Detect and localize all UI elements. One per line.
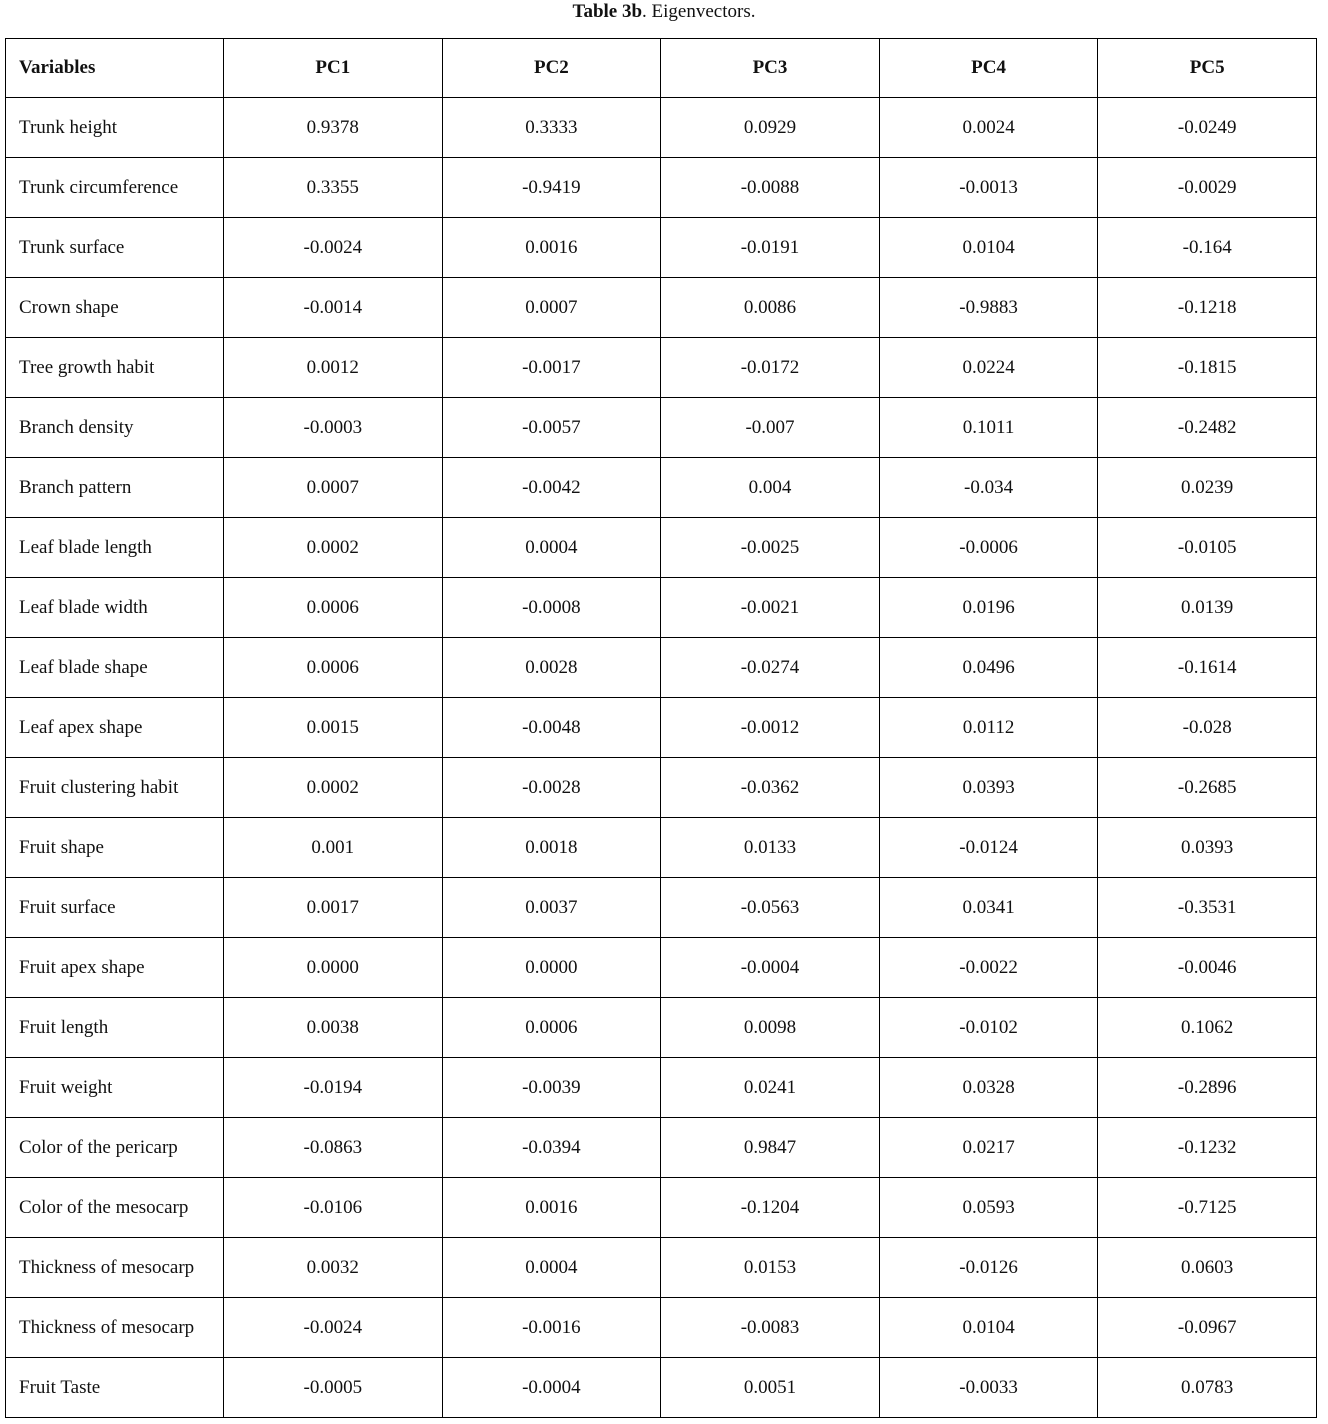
header-pc3: PC3 [661, 39, 880, 98]
table-row [6, 398, 1317, 458]
pc3-cell: -0.0172 [661, 338, 880, 398]
pc1-cell: 0.0006 [224, 578, 443, 638]
table-row [6, 158, 1317, 218]
pc1-cell: 0.0002 [224, 758, 443, 818]
variable-cell: Crown shape [6, 278, 224, 338]
pc4-cell: 0.0496 [879, 638, 1098, 698]
pc5-cell: 0.1062 [1098, 998, 1317, 1058]
pc1-cell: -0.0024 [224, 218, 443, 278]
pc5-cell: 0.0239 [1098, 458, 1317, 518]
table-row [6, 1118, 1317, 1178]
table-row [6, 818, 1317, 878]
pc3-cell: -0.0004 [661, 938, 880, 998]
pc5-cell: -0.0046 [1098, 938, 1317, 998]
header-pc2: PC2 [442, 39, 661, 98]
table-row [6, 278, 1317, 338]
pc5-cell: -0.0105 [1098, 518, 1317, 578]
pc1-cell: 0.3355 [224, 158, 443, 218]
variable-cell: Trunk height [6, 98, 224, 158]
pc3-cell: -0.0362 [661, 758, 880, 818]
header-variables: Variables [6, 39, 224, 98]
variable-cell: Trunk circumference [6, 158, 224, 218]
pc5-cell: -0.2896 [1098, 1058, 1317, 1118]
variable-cell: Leaf blade width [6, 578, 224, 638]
pc3-cell: 0.0098 [661, 998, 880, 1058]
pc2-cell: -0.0016 [442, 1298, 661, 1358]
pc5-cell: -0.7125 [1098, 1178, 1317, 1238]
pc2-cell: 0.0028 [442, 638, 661, 698]
pc5-cell: -0.1218 [1098, 278, 1317, 338]
pc1-cell: -0.0106 [224, 1178, 443, 1238]
pc2-cell: -0.0048 [442, 698, 661, 758]
table-row [6, 698, 1317, 758]
pc2-cell: 0.3333 [442, 98, 661, 158]
pc3-cell: 0.0086 [661, 278, 880, 338]
table-row [6, 878, 1317, 938]
pc4-cell: 0.0112 [879, 698, 1098, 758]
variable-cell: Branch pattern [6, 458, 224, 518]
pc3-cell: -0.0083 [661, 1298, 880, 1358]
pc2-cell: 0.0007 [442, 278, 661, 338]
variable-cell: Fruit shape [6, 818, 224, 878]
pc1-cell: -0.0863 [224, 1118, 443, 1178]
table-row [6, 638, 1317, 698]
pc4-cell: 0.0393 [879, 758, 1098, 818]
pc4-cell: 0.0104 [879, 218, 1098, 278]
pc2-cell: -0.0017 [442, 338, 661, 398]
variable-cell: Fruit length [6, 998, 224, 1058]
table-row [6, 1058, 1317, 1118]
pc5-cell: -0.1614 [1098, 638, 1317, 698]
table-row [6, 938, 1317, 998]
pc4-cell: 0.1011 [879, 398, 1098, 458]
variable-cell: Trunk surface [6, 218, 224, 278]
pc3-cell: -0.0012 [661, 698, 880, 758]
pc2-cell: 0.0018 [442, 818, 661, 878]
pc2-cell: 0.0004 [442, 1238, 661, 1298]
pc4-cell: -0.0033 [879, 1358, 1098, 1418]
pc3-cell: 0.004 [661, 458, 880, 518]
pc3-cell: 0.9847 [661, 1118, 880, 1178]
eigenvectors-table [5, 38, 1317, 1418]
pc1-cell: 0.0007 [224, 458, 443, 518]
pc1-cell: 0.0012 [224, 338, 443, 398]
variable-cell: Fruit clustering habit [6, 758, 224, 818]
table-row [6, 1238, 1317, 1298]
pc2-cell: -0.0004 [442, 1358, 661, 1418]
table-row [6, 98, 1317, 158]
pc1-cell: 0.0000 [224, 938, 443, 998]
pc1-cell: 0.0017 [224, 878, 443, 938]
pc1-cell: 0.0032 [224, 1238, 443, 1298]
pc5-cell: -0.0967 [1098, 1298, 1317, 1358]
variable-cell: Leaf blade shape [6, 638, 224, 698]
pc2-cell: -0.0028 [442, 758, 661, 818]
table-row [6, 1178, 1317, 1238]
variable-cell: Tree growth habit [6, 338, 224, 398]
table-body [6, 98, 1317, 1418]
pc4-cell: -0.034 [879, 458, 1098, 518]
variable-cell: Color of the mesocarp [6, 1178, 224, 1238]
pc3-cell: -0.0274 [661, 638, 880, 698]
pc4-cell: 0.0196 [879, 578, 1098, 638]
pc4-cell: 0.0593 [879, 1178, 1098, 1238]
pc5-cell: 0.0393 [1098, 818, 1317, 878]
header-pc1: PC1 [224, 39, 443, 98]
pc1-cell: 0.0038 [224, 998, 443, 1058]
variable-cell: Color of the pericarp [6, 1118, 224, 1178]
pc4-cell: 0.0024 [879, 98, 1098, 158]
pc2-cell: 0.0006 [442, 998, 661, 1058]
pc4-cell: 0.0224 [879, 338, 1098, 398]
pc1-cell: -0.0194 [224, 1058, 443, 1118]
pc5-cell: -0.2482 [1098, 398, 1317, 458]
pc2-cell: -0.0039 [442, 1058, 661, 1118]
pc2-cell: 0.0016 [442, 218, 661, 278]
variable-cell: Leaf apex shape [6, 698, 224, 758]
table-row [6, 758, 1317, 818]
pc2-cell: 0.0004 [442, 518, 661, 578]
pc3-cell: 0.0929 [661, 98, 880, 158]
pc3-cell: -0.0563 [661, 878, 880, 938]
variable-cell: Thickness of mesocarp [6, 1298, 224, 1358]
table-row [6, 1358, 1317, 1418]
pc2-cell: -0.0008 [442, 578, 661, 638]
pc2-cell: 0.0000 [442, 938, 661, 998]
pc5-cell: -0.0029 [1098, 158, 1317, 218]
header-pc4: PC4 [879, 39, 1098, 98]
pc2-cell: -0.0394 [442, 1118, 661, 1178]
pc5-cell: -0.028 [1098, 698, 1317, 758]
variable-cell: Fruit surface [6, 878, 224, 938]
pc4-cell: -0.0006 [879, 518, 1098, 578]
pc5-cell: -0.164 [1098, 218, 1317, 278]
pc5-cell: 0.0139 [1098, 578, 1317, 638]
pc3-cell: -0.0191 [661, 218, 880, 278]
pc3-cell: 0.0153 [661, 1238, 880, 1298]
pc3-cell: -0.007 [661, 398, 880, 458]
pc2-cell: -0.9419 [442, 158, 661, 218]
pc3-cell: -0.0088 [661, 158, 880, 218]
pc1-cell: 0.0015 [224, 698, 443, 758]
pc5-cell: -0.3531 [1098, 878, 1317, 938]
pc4-cell: -0.9883 [879, 278, 1098, 338]
pc4-cell: -0.0102 [879, 998, 1098, 1058]
pc2-cell: -0.0042 [442, 458, 661, 518]
pc4-cell: 0.0341 [879, 878, 1098, 938]
pc5-cell: 0.0783 [1098, 1358, 1317, 1418]
variable-cell: Fruit weight [6, 1058, 224, 1118]
table-caption-label: Table 3b [572, 1, 643, 22]
table-row [6, 338, 1317, 398]
table-row [6, 578, 1317, 638]
pc3-cell: -0.0021 [661, 578, 880, 638]
pc1-cell: -0.0005 [224, 1358, 443, 1418]
pc4-cell: 0.0328 [879, 1058, 1098, 1118]
pc4-cell: -0.0124 [879, 818, 1098, 878]
header-pc5: PC5 [1098, 39, 1317, 98]
pc1-cell: -0.0003 [224, 398, 443, 458]
table-row [6, 458, 1317, 518]
table-row [6, 1298, 1317, 1358]
pc2-cell: -0.0057 [442, 398, 661, 458]
pc3-cell: 0.0133 [661, 818, 880, 878]
pc3-cell: 0.0241 [661, 1058, 880, 1118]
pc3-cell: -0.0025 [661, 518, 880, 578]
pc1-cell: -0.0024 [224, 1298, 443, 1358]
pc5-cell: -0.1815 [1098, 338, 1317, 398]
pc3-cell: -0.1204 [661, 1178, 880, 1238]
variable-cell: Fruit Taste [6, 1358, 224, 1418]
pc4-cell: 0.0217 [879, 1118, 1098, 1178]
pc1-cell: 0.001 [224, 818, 443, 878]
pc5-cell: -0.2685 [1098, 758, 1317, 818]
header-row [6, 39, 1317, 98]
variable-cell: Branch density [6, 398, 224, 458]
pc1-cell: -0.0014 [224, 278, 443, 338]
pc1-cell: 0.9378 [224, 98, 443, 158]
table-header [6, 39, 1317, 98]
variable-cell: Thickness of mesocarp [6, 1238, 224, 1298]
pc1-cell: 0.0006 [224, 638, 443, 698]
table-row [6, 518, 1317, 578]
pc1-cell: 0.0002 [224, 518, 443, 578]
pc5-cell: -0.1232 [1098, 1118, 1317, 1178]
pc4-cell: -0.0022 [879, 938, 1098, 998]
pc5-cell: 0.0603 [1098, 1238, 1317, 1298]
variable-cell: Fruit apex shape [6, 938, 224, 998]
pc4-cell: 0.0104 [879, 1298, 1098, 1358]
pc4-cell: -0.0126 [879, 1238, 1098, 1298]
table-caption-text: . Eigenvectors. [642, 1, 756, 22]
pc2-cell: 0.0016 [442, 1178, 661, 1238]
table-row [6, 998, 1317, 1058]
pc2-cell: 0.0037 [442, 878, 661, 938]
variable-cell: Leaf blade length [6, 518, 224, 578]
table-caption [0, 0, 1328, 24]
pc3-cell: 0.0051 [661, 1358, 880, 1418]
table-row [6, 218, 1317, 278]
pc5-cell: -0.0249 [1098, 98, 1317, 158]
pc4-cell: -0.0013 [879, 158, 1098, 218]
